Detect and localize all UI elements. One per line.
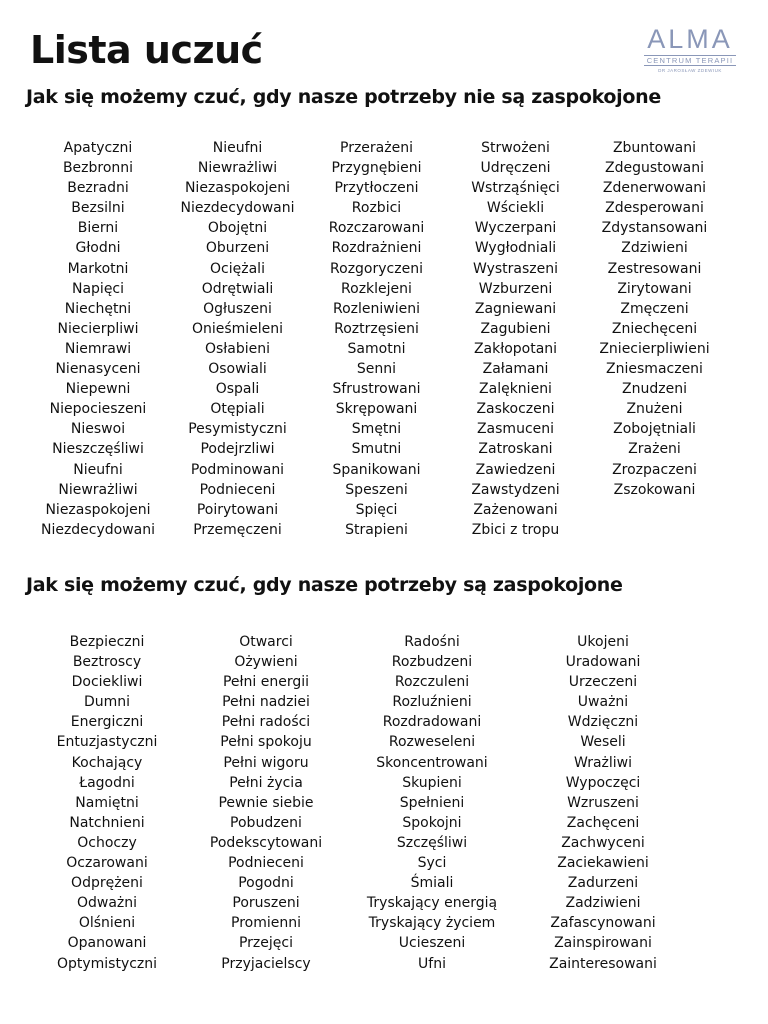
feeling-word: Bezbronni [62,160,134,177]
feeling-word: Śmiali [410,875,454,892]
feeling-word: Samotni [347,340,406,357]
feeling-word: Rozklejeni [341,280,412,297]
feeling-word: Zrozpaczeni [612,461,697,478]
feelings-column [518,632,688,974]
feeling-word: Wściekli [486,200,545,217]
feelings-column [307,138,446,540]
feeling-word: Promienni [231,915,301,932]
feeling-word: Znużeni [626,401,683,418]
feeling-word: Poruszeni [232,895,300,912]
feeling-word: Rozweseleni [388,734,476,751]
feeling-word: Nieswoi [70,421,126,438]
feeling-word: Osowiali [208,361,267,378]
feeling-word: Ospali [215,381,260,398]
feeling-word: Osłabieni [204,340,271,357]
feeling-word: Pewnie siebie [218,794,314,811]
feeling-word: Przygnębieni [331,160,422,177]
feeling-word: Wrażliwi [573,754,633,771]
feeling-word: Niepewni [65,381,131,398]
feeling-word: Bezpieczni [69,634,145,650]
feeling-word: Natchnieni [69,814,145,831]
feeling-word: Zawiedzeni [475,461,556,478]
feeling-word: Nieufni [212,140,263,156]
feeling-word: Podejrzliwi [200,441,275,458]
feeling-word: Zachwyceni [561,834,645,851]
feeling-word: Zmęczeni [620,300,689,317]
feeling-word: Wyczerpani [474,220,557,237]
feeling-word: Odważni [76,895,138,912]
feeling-word: Skrępowani [335,401,418,418]
page-title: Lista uczuć [30,28,263,72]
feeling-word: Uważni [577,694,629,711]
feeling-word: Rozbici [351,200,402,217]
feeling-word: Zrażeni [628,441,681,458]
feeling-word: Roztrzęsieni [334,320,419,337]
feeling-word: Zniecierpliwieni [599,340,710,357]
feeling-word: Smutni [351,441,402,458]
feeling-word: Zdegustowani [605,160,704,177]
feeling-word: Przytłoczeni [334,180,419,197]
feeling-word: Szczęśliwi [396,834,468,851]
feeling-word: Wypoczęci [565,774,641,791]
feeling-word: Rozleniwieni [333,300,420,317]
feeling-word: Kochający [71,754,143,771]
feeling-word: Bezradni [67,180,129,197]
feeling-word: Wzburzeni [478,280,553,297]
feeling-word: Uradowani [565,654,641,671]
feeling-word: Zniechęceni [611,320,698,337]
feeling-word: Radośni [404,634,460,650]
feeling-word: Niewrażliwi [58,481,138,498]
feeling-word: Przyjacielscy [221,955,311,972]
feeling-word: Urzeczeni [568,674,638,691]
feeling-word: Przejęci [238,935,293,952]
section-heading-unmet-needs: Jak się możemy czuć, gdy nasze potrzeby nie są zaspokojone [26,86,661,108]
feelings-column [28,138,168,540]
feeling-word: Sfrustrowani [332,381,421,398]
logo-author: DR JAROSŁAW ZDEWIUK [658,68,722,73]
feeling-word: Łagodni [79,774,135,791]
feeling-word: Zbici z tropu [471,521,560,538]
feeling-word: Niewrażliwi [197,160,278,177]
feeling-word: Zachęceni [566,814,640,831]
feeling-word: Opanowani [67,935,147,952]
feeling-word: Zażenowani [473,501,558,518]
feelings-column [585,138,724,540]
feeling-word: Zakłopotani [473,340,558,357]
feeling-word: Zestresowani [607,260,702,277]
feeling-word: Zobojętniali [613,421,696,438]
feeling-word: Syci [417,855,447,872]
feeling-word: Zainspirowani [554,935,652,952]
feeling-word: Zagniewani [474,300,557,317]
feeling-word: Udręczeni [480,160,551,177]
feeling-word: Znudzeni [622,381,687,398]
section-heading-met-needs: Jak się możemy czuć, gdy nasze potrzeby są zaspokojone [26,574,623,596]
feeling-word: Dociekliwi [71,674,143,691]
feeling-word: Speszeni [345,481,408,498]
feeling-word: Ufni [418,955,446,972]
feeling-word: Zaciekawieni [557,855,649,872]
feeling-word: Apatyczni [63,140,133,156]
feeling-word: Wygłodniali [474,240,557,257]
feeling-word: Wstrząśnięci [471,180,560,197]
feeling-word: Rozgoryczeni [330,260,423,277]
feeling-word: Pobudzeni [230,814,302,831]
feeling-word: Tryskający życiem [368,915,496,932]
feelings-column [28,632,186,974]
feeling-word: Pogodni [238,875,294,892]
feeling-word: Niezdecydowani [180,200,295,217]
logo-brand: ALMA [647,24,733,54]
feeling-word: Oczarowani [66,855,148,872]
feeling-word: Zdenerwowani [602,180,707,197]
feeling-word: Niezdecydowani [40,521,156,538]
feeling-word: Niezaspokojeni [184,180,291,197]
feeling-word: Ochoczy [77,834,137,851]
feeling-word: Pełni życia [229,774,303,791]
feeling-word: Olśnieni [78,915,136,932]
feeling-word: Podminowani [190,461,285,478]
feeling-word: Zszokowani [613,481,696,498]
feeling-word: Namiętni [75,794,139,811]
feeling-word: Podekscytowani [209,834,323,851]
feeling-word: Poirytowani [196,501,279,518]
feeling-word: Nieszczęśliwi [52,441,144,458]
feeling-word: Rozdradowani [382,714,482,731]
feeling-word: Niechętni [64,300,132,317]
feeling-word: Przemęczeni [193,521,282,538]
feeling-word: Ogłuszeni [203,300,272,317]
feeling-word: Niepocieszeni [49,401,147,418]
feeling-word: Zafascynowani [550,915,656,932]
alma-logo [640,26,740,73]
feeling-word: Napięci [71,280,125,297]
feeling-word: Pełni radości [221,714,311,731]
feeling-word: Weseli [580,734,626,751]
feeling-word: Zniesmaczeni [606,361,703,378]
feeling-word: Głodni [75,240,121,257]
feeling-word: Senni [356,361,397,378]
feeling-word: Spokojni [402,814,462,831]
feeling-word: Odprężeni [71,875,143,892]
feeling-word: Niemrawi [64,340,132,357]
feeling-word: Zasmuceni [476,421,555,438]
feeling-word: Skoncentrowani [376,754,488,771]
feeling-word: Zadziwieni [565,895,641,912]
feelings-column [346,632,518,974]
feeling-word: Zdziwieni [621,240,688,257]
feelings-column [186,632,346,974]
feeling-word: Zirytowani [617,280,692,297]
feeling-word: Beztroscy [72,654,142,671]
feeling-word: Ucieszeni [398,935,466,952]
feeling-word: Zbuntowani [612,140,697,156]
feeling-word: Załamani [482,361,549,378]
feeling-word: Nieufni [73,461,123,478]
feeling-word: Zatroskani [478,441,553,458]
feeling-word: Entuzjastyczni [56,734,158,751]
feeling-word: Wystraszeni [472,260,559,277]
feeling-word: Strwożeni [481,140,550,156]
feeling-word: Wdzięczni [567,714,639,731]
feeling-word: Niezaspokojeni [45,501,151,518]
feeling-word: Rozczuleni [394,674,470,691]
feeling-word: Ukojeni [577,634,629,650]
feeling-word: Markotni [67,260,129,277]
feeling-word: Ożywieni [234,654,298,671]
feeling-word: Spięci [355,501,398,518]
feeling-word: Przerażeni [340,140,413,156]
feeling-word: Podnieceni [199,481,276,498]
feeling-word: Optymistyczni [56,955,158,972]
feeling-word: Niecierpliwi [57,320,139,337]
feeling-word: Zalęknieni [479,381,552,398]
feeling-word: Zawstydzeni [471,481,560,498]
feeling-word: Odrętwiali [201,280,274,297]
feeling-word: Spełnieni [399,794,465,811]
feeling-word: Strapieni [345,521,408,538]
feeling-word: Bierni [77,220,119,237]
feeling-word: Energiczni [70,714,144,731]
feeling-word: Pełni wigoru [223,754,309,771]
feeling-word: Spanikowani [332,461,421,478]
feeling-word: Wzruszeni [567,794,639,811]
feeling-word: Zdystansowani [601,220,708,237]
feelings-list-unmet-needs [28,138,748,540]
feeling-word: Zdesperowani [605,200,704,217]
feeling-word: Ociężali [210,260,265,277]
feeling-word: Zaskoczeni [476,401,555,418]
feeling-word: Rozluźnieni [392,694,472,711]
feeling-word: Podnieceni [228,855,304,872]
feeling-word: Rozbudzeni [391,654,473,671]
feeling-word: Obojętni [207,220,268,237]
feeling-word: Pesymistyczni [188,421,287,438]
feeling-word: Rozczarowani [328,220,425,237]
feeling-word: Oburzeni [205,240,270,257]
feeling-word: Zagubieni [480,320,551,337]
logo-subtitle: CENTRUM TERAPII [644,55,736,66]
feeling-word: Onieśmieleni [191,320,284,337]
feeling-word: Nienasyceni [55,361,141,378]
feeling-word: Rozdrażnieni [331,240,422,257]
feeling-word: Pełni spokoju [220,734,312,751]
feeling-word: Zainteresowani [549,955,657,972]
feeling-word: Pełni nadziei [222,694,310,711]
feeling-word: Smętni [351,421,402,438]
feeling-word: Pełni energii [222,674,310,691]
feelings-column [168,138,307,540]
feeling-word: Dumni [83,694,131,711]
feelings-column [446,138,585,540]
feeling-word: Otępiali [210,401,265,418]
feeling-word: Tryskający energią [366,895,498,912]
feeling-word: Bezsilni [71,200,125,217]
feeling-word: Otwarci [239,634,293,650]
feeling-word: Skupieni [402,774,462,791]
feelings-list-met-needs [28,632,748,974]
feeling-word: Zadurzeni [567,875,639,892]
